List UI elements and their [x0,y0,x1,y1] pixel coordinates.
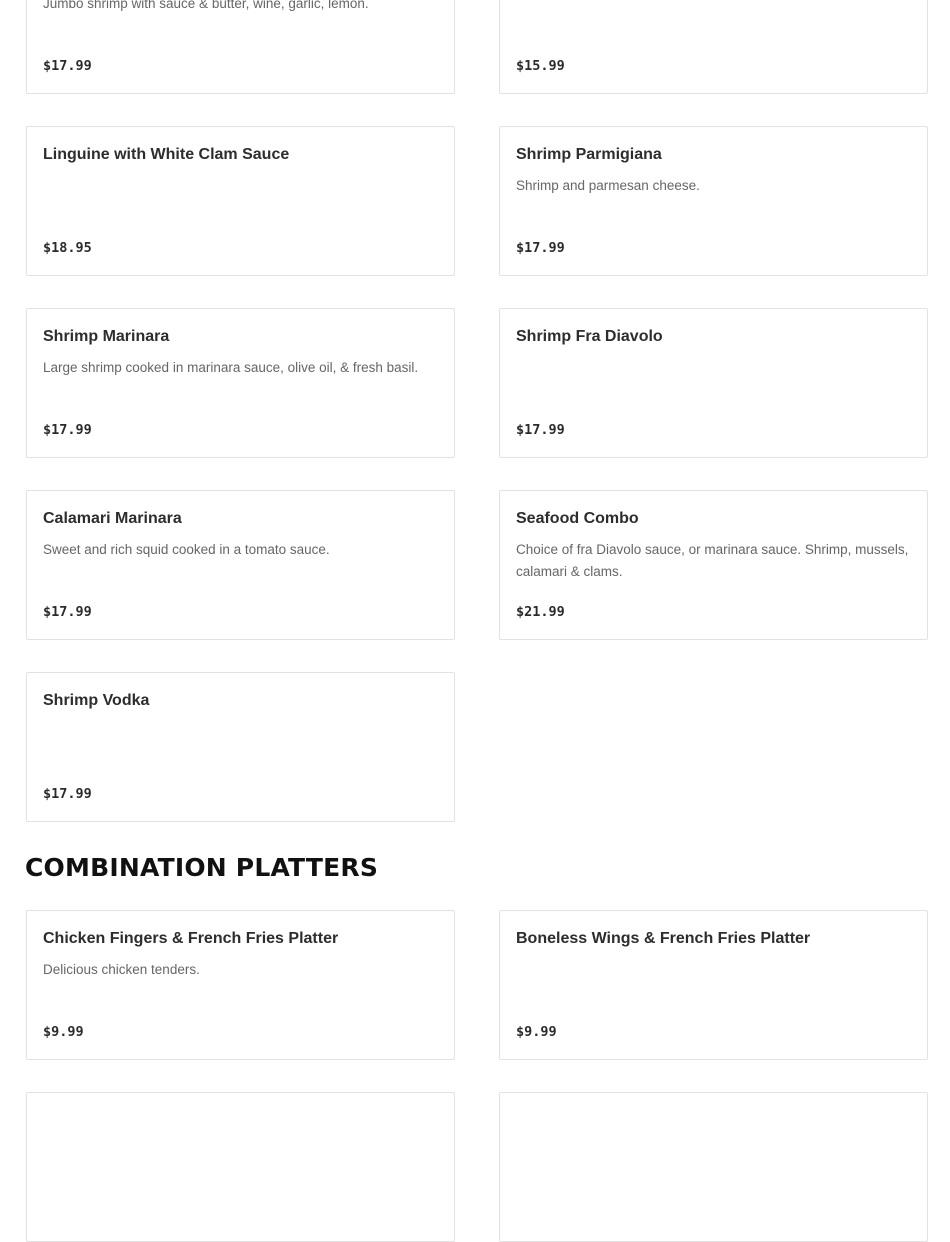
menu-item-card[interactable] [499,0,928,94]
menu-item-price: $15.99 [516,58,565,74]
menu-item-name: Seafood Combo [516,510,639,527]
menu-item-card[interactable] [26,1092,455,1242]
menu-item-description: Sweet and rich squid cooked in a tomato sauce. [43,542,330,557]
menu-item-name: Linguine with White Clam Sauce [43,146,290,163]
menu-item-price: $17.99 [516,240,565,256]
menu-item-price: $17.99 [43,58,92,74]
menu-item-card[interactable] [26,0,455,94]
menu-item-card[interactable] [499,126,928,276]
menu-item-description: Large shrimp cooked in marinara sauce, olive oil, & fresh basil. [43,360,419,375]
menu-item-description: Shrimp and parmesan cheese. [516,178,700,193]
menu-item-price: $21.99 [516,604,565,620]
menu-item-price: $17.99 [43,786,92,802]
menu-item-card[interactable] [499,490,928,640]
menu-item-price: $9.99 [43,1024,84,1040]
menu-item-card[interactable] [26,910,455,1060]
menu-item-name: Shrimp Parmigiana [516,146,662,163]
menu-item-name: Calamari Marinara [43,510,182,527]
menu-item-card[interactable] [26,490,455,640]
menu-item-card[interactable] [26,308,455,458]
menu-item-name: Shrimp Vodka [43,692,150,709]
menu-item-name: Shrimp Marinara [43,328,170,345]
menu-item-price: $9.99 [516,1024,557,1040]
menu-item-price: $17.99 [43,604,92,620]
menu-item-price: $17.99 [43,422,92,438]
menu-item-price: $17.99 [516,422,565,438]
menu-item-price: $18.95 [43,240,92,256]
section-title: COMBINATION PLATTERS [25,853,379,882]
menu-item-name: Boneless Wings & French Fries Platter [516,930,811,947]
menu-item-card[interactable] [499,1092,928,1242]
menu-item-card[interactable] [499,308,928,458]
menu-item-name: Shrimp Fra Diavolo [516,328,663,345]
menu-item-description: Choice of fra Diavolo sauce, or marinara sauce. Shrimp, mussels, calamari & clams. [516,542,909,579]
menu-item-description: Delicious chicken tenders. [43,962,200,977]
menu-item-card[interactable] [26,672,455,822]
menu-item-name: Chicken Fingers & French Fries Platter [43,930,339,947]
menu-item-card[interactable] [499,910,928,1060]
menu-item-description: Jumbo shrimp with sauce & butter, wine, garlic, lemon. [43,0,369,11]
menu-item-card[interactable] [26,126,455,276]
